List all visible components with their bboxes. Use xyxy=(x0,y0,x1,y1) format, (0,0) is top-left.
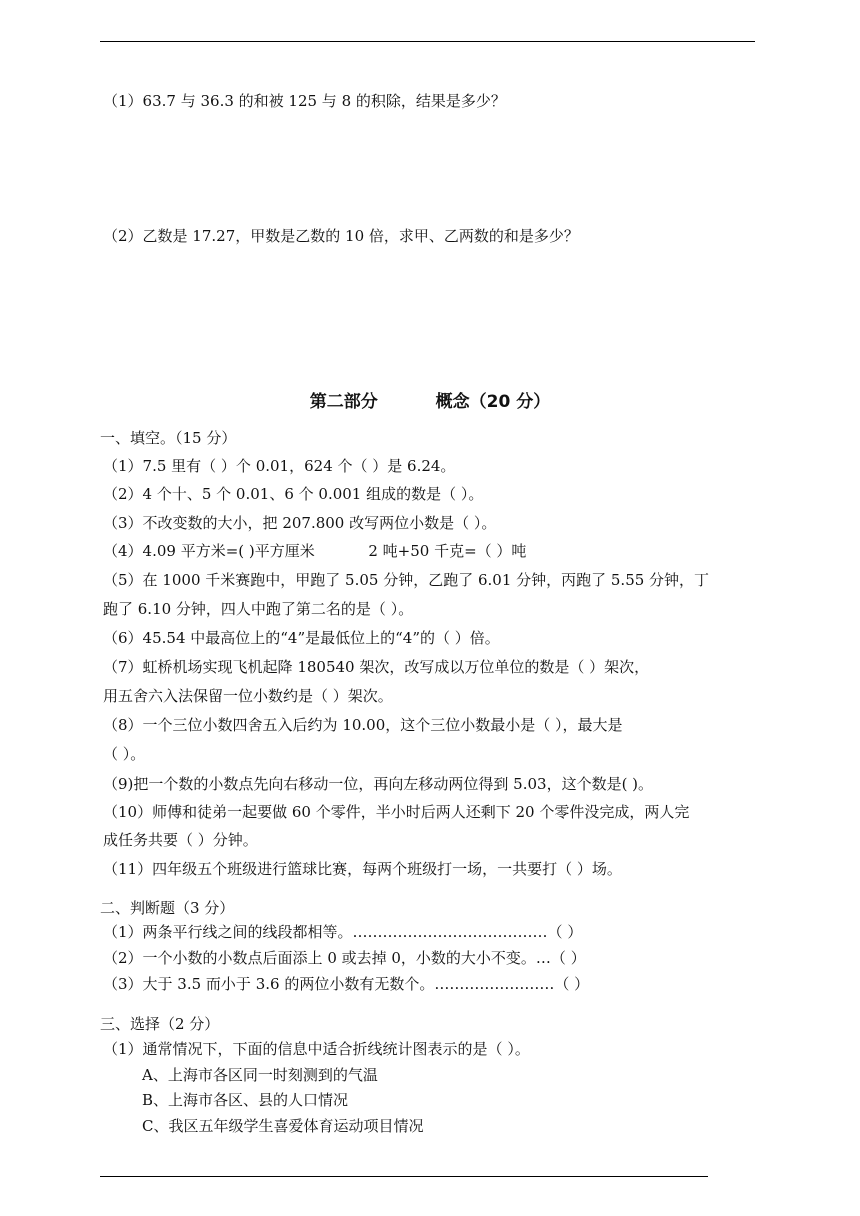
section-title-topic: 概念（20 分） xyxy=(435,392,551,412)
choice-option-b: B、上海市各区、县的人口情况 xyxy=(142,1091,349,1109)
fill-item-8-line-2: （ ）。 xyxy=(103,745,146,763)
header-rule xyxy=(100,41,755,42)
calc-question-1: （1）63.7 与 36.3 的和被 125 与 8 的积除，结果是多少？ xyxy=(103,92,506,110)
fill-item-7-line-1: （7）虹桥机场实现飞机起降 180540 架次，改写成以万位单位的数是（ ）架次， xyxy=(103,658,650,676)
section-title-part: 第二部分 xyxy=(309,392,378,412)
fill-item-5-line-1: （5）在 1000 千米赛跑中，甲跑了 5.05 分钟，乙跑了 6.01 分钟，丙跑了 5.55 分钟，丁 xyxy=(103,571,710,589)
fill-heading: 一、填空。（15 分） xyxy=(100,429,237,447)
judge-item-2: （2）一个小数的小数点后面添上 0 或去掉 0，小数的大小不变。…（ ） xyxy=(103,949,586,967)
section-title xyxy=(0,387,860,412)
fill-item-1: （1）7.5 里有（ ）个 0.01，624 个（ ）是 6.24。 xyxy=(103,457,456,475)
fill-item-8-line-1: （8）一个三位小数四舍五入后约为 10.00，这个三位小数最小是（ ），最大是 xyxy=(103,716,623,734)
judge-heading: 二、判断题（3 分） xyxy=(100,899,235,917)
fill-item-10-line-1: （10）师傅和徒弟一起要做 60 个零件，半小时后两人还剩下 20 个零件没完成，两人完 xyxy=(103,803,690,821)
fill-item-9: （9)把一个数的小数点先向右移动一位，再向左移动两位得到 5.03，这个数是( )。 xyxy=(103,775,654,793)
footer-rule xyxy=(100,1176,708,1177)
fill-item-7-line-2: 用五舍六入法保留一位小数约是（ ）架次。 xyxy=(103,687,393,705)
fill-item-4 xyxy=(103,541,526,561)
judge-item-1: （1）两条平行线之间的线段都相等。…………………………………（ ） xyxy=(103,923,583,941)
fill-item-6: （6）45.54 中最高位上的“4”是最低位上的“4”的（ ）倍。 xyxy=(103,629,500,647)
calc-question-2: （2）乙数是 17.27，甲数是乙数的 10 倍，求甲、乙两数的和是多少？ xyxy=(103,227,579,245)
fill-item-10-line-2: 成任务共要（ ）分钟。 xyxy=(103,831,258,849)
choice-heading: 三、选择（2 分） xyxy=(100,1015,220,1033)
fill-item-11: （11）四年级五个班级进行篮球比赛，每两个班级打一场，一共要打（ ）场。 xyxy=(103,860,622,878)
choice-option-c: C、我区五年级学生喜爱体育运动项目情况 xyxy=(142,1117,424,1135)
judge-item-3: （3）大于 3.5 而小于 3.6 的两位小数有无数个。……………………（ ） xyxy=(103,975,590,993)
fill-item-3: （3）不改变数的大小，把 207.800 改写两位小数是（ ）。 xyxy=(103,514,497,532)
choice-option-a: A、上海市各区同一时刻测到的气温 xyxy=(142,1066,378,1084)
choice-question-1: （1）通常情况下，下面的信息中适合折线统计图表示的是（ ）。 xyxy=(103,1040,530,1058)
fill-item-2: （2）4 个十、5 个 0.01、6 个 0.001 组成的数是（ ）。 xyxy=(103,485,484,503)
fill-item-5-line-2: 跑了 6.10 分钟，四人中跑了第二名的是（ ）。 xyxy=(103,600,414,618)
fill-item-4-area: （4）4.09 平方米=( )平方厘米 xyxy=(103,542,315,560)
fill-item-4-mass: 2 吨+50 千克=（ ）吨 xyxy=(368,542,527,560)
